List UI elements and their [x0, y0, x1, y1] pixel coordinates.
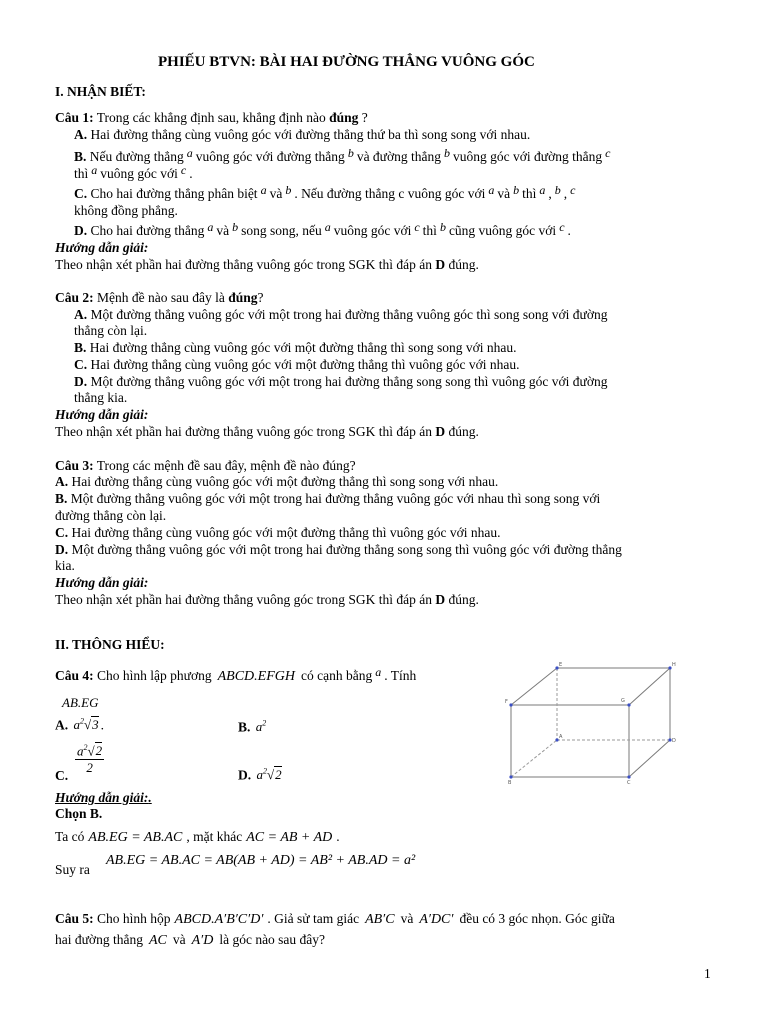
vertex-label: C	[627, 780, 631, 786]
q2-label: Câu 2:	[55, 290, 94, 305]
q2-option-c: C. Hai đường thẳng cùng vuông góc với một đường thẳng thì vuông góc với nhau.	[74, 357, 520, 372]
q4-solution-line2: Suy ra	[55, 862, 90, 877]
q1b-t4: vuông góc với đường thẳng	[453, 149, 603, 164]
q1b-t3: và đường thẳng	[356, 149, 442, 164]
q1c-t1: Cho hai đường thẳng phân biệt	[90, 186, 258, 201]
math-c: c	[605, 146, 611, 160]
q1-option-d: D. Cho hai đường thẳng a và b song song, nếu a vuông góc với c thì b cũng vuông góc với c .	[74, 220, 571, 238]
q2-option-d: D. Một đường thẳng vuông góc với một trong hai đường thẳng song song thì vuông góc với đường	[74, 374, 608, 389]
q3-label: Câu 3:	[55, 458, 94, 473]
q1-option-a-text: Hai đường thẳng cùng vuông góc với đường thẳng thứ ba thì song song với nhau.	[90, 127, 531, 142]
math-a: a	[539, 183, 546, 197]
q3-guide-label: Hướng dẫn giải:	[55, 575, 149, 590]
q3-stem: Câu 3: Trong các mệnh đề sau đây, mệnh đề nào đúng?	[55, 458, 356, 473]
q5-stem-cont: hai đường thẳng AC và A′D là góc nào sau đây?	[55, 932, 326, 948]
math-a: a	[91, 163, 98, 177]
section-heading-2: II. THÔNG HIỂU:	[55, 637, 165, 652]
q1c-t4: và	[497, 186, 511, 201]
cube-front-face	[511, 705, 629, 777]
q3-option-a: A. Hai đường thẳng cùng vuông góc với một đường thẳng thì song song với nhau.	[55, 474, 499, 489]
page-title: PHIẾU BTVN: BÀI HAI ĐƯỜNG THẲNG VUÔNG GÓC	[158, 54, 535, 70]
q4-cube-name: ABCD.EFGH	[217, 669, 295, 684]
q3-option-b-cont: đường thẳng còn lại.	[55, 508, 167, 523]
q1-guide-label: Hướng dẫn giải:	[55, 240, 149, 255]
q3-option-d: D. Một đường thẳng vuông góc với một trong hai đường thẳng song song thì vuông góc với đường thẳng	[55, 542, 622, 557]
q4-target: AB.EG	[62, 695, 99, 710]
math-a: a	[324, 220, 331, 234]
q1c-t3: . Nếu đường thẳng c vuông góc với	[294, 186, 486, 201]
math-c: c	[414, 220, 420, 234]
math-b: b	[232, 220, 239, 234]
q1d-t2: và	[216, 223, 230, 238]
math-a: a	[207, 220, 214, 234]
q1-stem-text: Trong các khẳng định sau, khẳng định nào	[96, 110, 326, 125]
q2-option-a: A. Một đường thẳng vuông góc với một trong hai đường thẳng vuông góc thì song song với đường	[74, 307, 608, 322]
vertex-dot	[627, 775, 630, 778]
q1d-t3: song song, nếu	[241, 223, 322, 238]
q1d-t6: cũng vuông góc với	[448, 223, 557, 238]
q1b-t6: vuông góc với	[100, 166, 178, 181]
q1d-t5: thì	[422, 223, 437, 238]
vertex-label: H	[672, 662, 676, 668]
cube-edge	[629, 740, 670, 777]
math-a: a	[488, 183, 495, 197]
math-b: b	[347, 146, 354, 160]
page-number: 1	[704, 966, 711, 981]
q1-label: Câu 1:	[55, 110, 94, 125]
q1-option-a: A. Hai đường thẳng cùng vuông góc với đường thẳng thứ ba thì song song với nhau.	[74, 127, 531, 142]
section-heading-1: I. NHẬN BIẾT:	[55, 84, 146, 99]
q3-option-c: C. Hai đường thẳng cùng vuông góc với một đường thẳng thì vuông góc với nhau.	[55, 525, 501, 540]
q1b-t2: vuông góc với đường thẳng	[195, 149, 345, 164]
vertex-dot	[509, 775, 512, 778]
q4-solution-line1: Ta có AB.EG = AB.AC , mặt khác AC = AB + AD .	[55, 829, 340, 845]
q1-option-b: B. Nếu đường thẳng a vuông góc với đường thẳng b và đường thẳng b vuông góc với đường thẳng c	[74, 146, 611, 164]
math-a: a	[186, 146, 193, 160]
math-b: b	[439, 220, 446, 234]
math-c: c	[180, 163, 187, 177]
q2-option-b: B. Hai đường thẳng cùng vuông góc với một đường thẳng thì song song với nhau.	[74, 340, 517, 355]
q4-option-b: B. $a^2$	[238, 719, 267, 735]
q2-guide-label: Hướng dẫn giải:	[55, 407, 149, 422]
math-b: b	[285, 183, 292, 197]
math-b: b	[513, 183, 520, 197]
q1d-t4: vuông góc với	[333, 223, 412, 238]
math-c: c	[570, 183, 576, 197]
q1-stem-end: ?	[361, 110, 368, 125]
vertex-label: D	[672, 738, 676, 744]
q1b-t1: Nếu đường thẳng	[89, 149, 184, 164]
cube-hidden-edge	[511, 740, 557, 777]
q1-option-c: C. Cho hai đường thẳng phân biệt a và b . Nếu đường thẳng c vuông góc với a và b thì a , b , c	[74, 183, 576, 201]
math-a: a	[260, 183, 267, 197]
q1c-t5: thì	[522, 186, 537, 201]
q2-option-d-cont: thẳng kia.	[74, 390, 128, 405]
q4-option-d: D. $a^2√2$	[238, 767, 282, 783]
cube-edge	[511, 668, 557, 705]
q1c-t2: và	[269, 186, 283, 201]
q2-option-a-cont: thẳng còn lại.	[74, 323, 148, 338]
q3-option-d-cont: kia.	[55, 558, 75, 573]
vertex-dot	[509, 703, 512, 706]
q4-solution-eq: AB.EG = AB.AC = AB(AB + AD) = AB² + AB.AD = a²	[106, 853, 416, 868]
math-b: b	[444, 146, 451, 160]
q1-option-b-cont: thì a vuông góc với c .	[74, 163, 193, 181]
q4-option-a: A. $a^2√3$ .	[55, 717, 105, 733]
vertex-label: A	[559, 734, 563, 740]
q4-choose: Chọn B.	[55, 806, 103, 821]
cube-figure	[502, 660, 680, 788]
q5-stem: Câu 5: Cho hình hộp ABCD.A′B′C′D′ . Giả sử tam giác AB′C và A′DC′ đều có 3 góc nhọn. Góc giữa	[55, 911, 615, 927]
q1-option-c-cont: không đồng phẳng.	[74, 203, 178, 218]
q4-option-c: C.	[55, 768, 69, 783]
q4-option-c-frac: $\frac{a^2√2}{2}$	[75, 740, 104, 776]
vertex-label: F	[505, 699, 508, 705]
q1d-t1: Cho hai đường thẳng	[90, 223, 205, 238]
math-c: c	[559, 220, 565, 234]
q1-stem	[55, 110, 368, 126]
vertex-label: B	[508, 780, 512, 786]
q2-guide-text: Theo nhận xét phần hai đường thẳng vuông góc trong SGK thì đáp án D đúng.	[55, 424, 479, 439]
math-b: b	[554, 183, 561, 197]
q1-guide-text: Theo nhận xét phần hai đường thẳng vuông góc trong SGK thì đáp án D đúng.	[55, 257, 479, 272]
q1-stem-bold: đúng	[329, 110, 359, 125]
cube-edge	[629, 668, 670, 705]
q4-guide-label: Hướng dẫn giải:.	[55, 790, 152, 805]
q3-option-b: B. Một đường thẳng vuông góc với một trong hai đường thẳng vuông góc với nhau thì song song với	[55, 491, 601, 506]
vertex-dot	[627, 703, 630, 706]
q3-guide-text: Theo nhận xét phần hai đường thẳng vuông góc trong SGK thì đáp án D đúng.	[55, 592, 479, 607]
q1b-t5: thì	[74, 166, 89, 181]
vertex-label: E	[559, 662, 563, 668]
q2-stem: Câu 2: Mệnh đề nào sau đây là đúng?	[55, 290, 264, 305]
q4-stem: Câu 4: Cho hình lập phương ABCD.EFGH có cạnh bằng a . Tính	[55, 665, 417, 684]
vertex-label: G	[621, 698, 625, 704]
